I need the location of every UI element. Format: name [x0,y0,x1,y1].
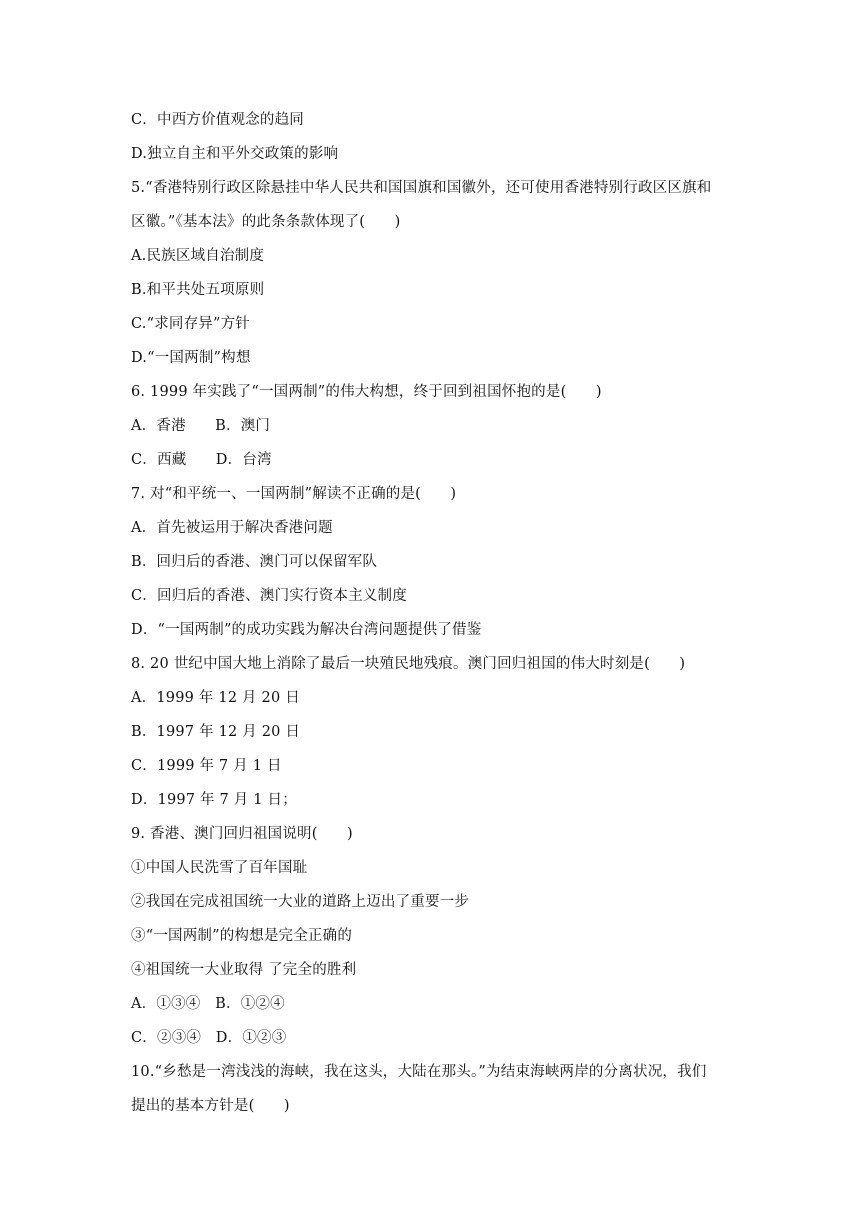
option-a-q8: A．1999 年 12 月 20 日 [131,690,300,706]
statement-1-q9: ①中国人民洗雪了百年国耻 [131,860,308,876]
question-10-line-1: 10.“乡愁是一湾浅浅的海峡，我在这头，大陆在那头。”为结束海峡两岸的分离状况，我们 [131,1064,707,1080]
option-b-q8: B．1997 年 12 月 20 日 [131,724,301,740]
options-ab-q9: A．①③④ B．①②④ [131,996,285,1012]
option-c-q5: C.“求同存异”方针 [131,316,251,332]
question-5-line-2: 区徽。”《基本法》的此条条款体现了( ) [131,214,401,230]
option-c-q8: C．1999 年 7 月 1 日 [131,758,282,774]
question-6: 6. 1999 年实践了“一国两制”的伟大构想，终于回到祖国怀抱的是( ) [131,384,602,400]
option-a-q7: A．首先被运用于解决香港问题 [131,520,333,536]
question-7: 7. 对“和平统一、一国两制”解读不正确的是( ) [131,486,457,502]
option-c-q4: C．中西方价值观念的趋同 [131,112,304,128]
statement-4-q9: ④祖国统一大业取得 了完全的胜利 [131,962,357,978]
question-10-line-2: 提出的基本方针是( ) [131,1098,290,1114]
option-c-q7: C．回归后的香港、澳门实行资本主义制度 [131,588,407,604]
option-d-q8: D．1997 年 7 月 1 日； [131,792,297,808]
statement-3-q9: ③“一国两制”的构想是完全正确的 [131,928,353,944]
option-a-q5: A.民族区域自治制度 [131,248,265,264]
option-d-q7: D．“一国两制”的成功实践为解决台湾问题提供了借鉴 [131,622,482,638]
option-d-q4: D.独立自主和平外交政策的影响 [131,146,339,162]
question-8: 8. 20 世纪中国大地上消除了最后一块殖民地残痕。澳门回归祖国的伟大时刻是( ) [131,656,686,672]
options-cd-q9: C．②③④ D．①②③ [131,1030,287,1046]
question-9: 9. 香港、澳门回归祖国说明( ) [131,826,353,842]
options-cd-q6: C．西藏 D．台湾 [131,452,272,468]
option-b-q7: B．回归后的香港、澳门可以保留军队 [131,554,378,570]
option-d-q5: D.“一国两制”构想 [131,350,251,366]
options-ab-q6: A．香港 B．澳门 [131,418,271,434]
statement-2-q9: ②我国在完成祖国统一大业的道路上迈出了重要一步 [131,894,470,910]
option-b-q5: B.和平共处五项原则 [131,282,265,298]
question-5-line-1: 5.“香港特别行政区除悬挂中华人民共和国国旗和国徽外，还可使用香港特别行政区区旗和 [131,180,712,196]
